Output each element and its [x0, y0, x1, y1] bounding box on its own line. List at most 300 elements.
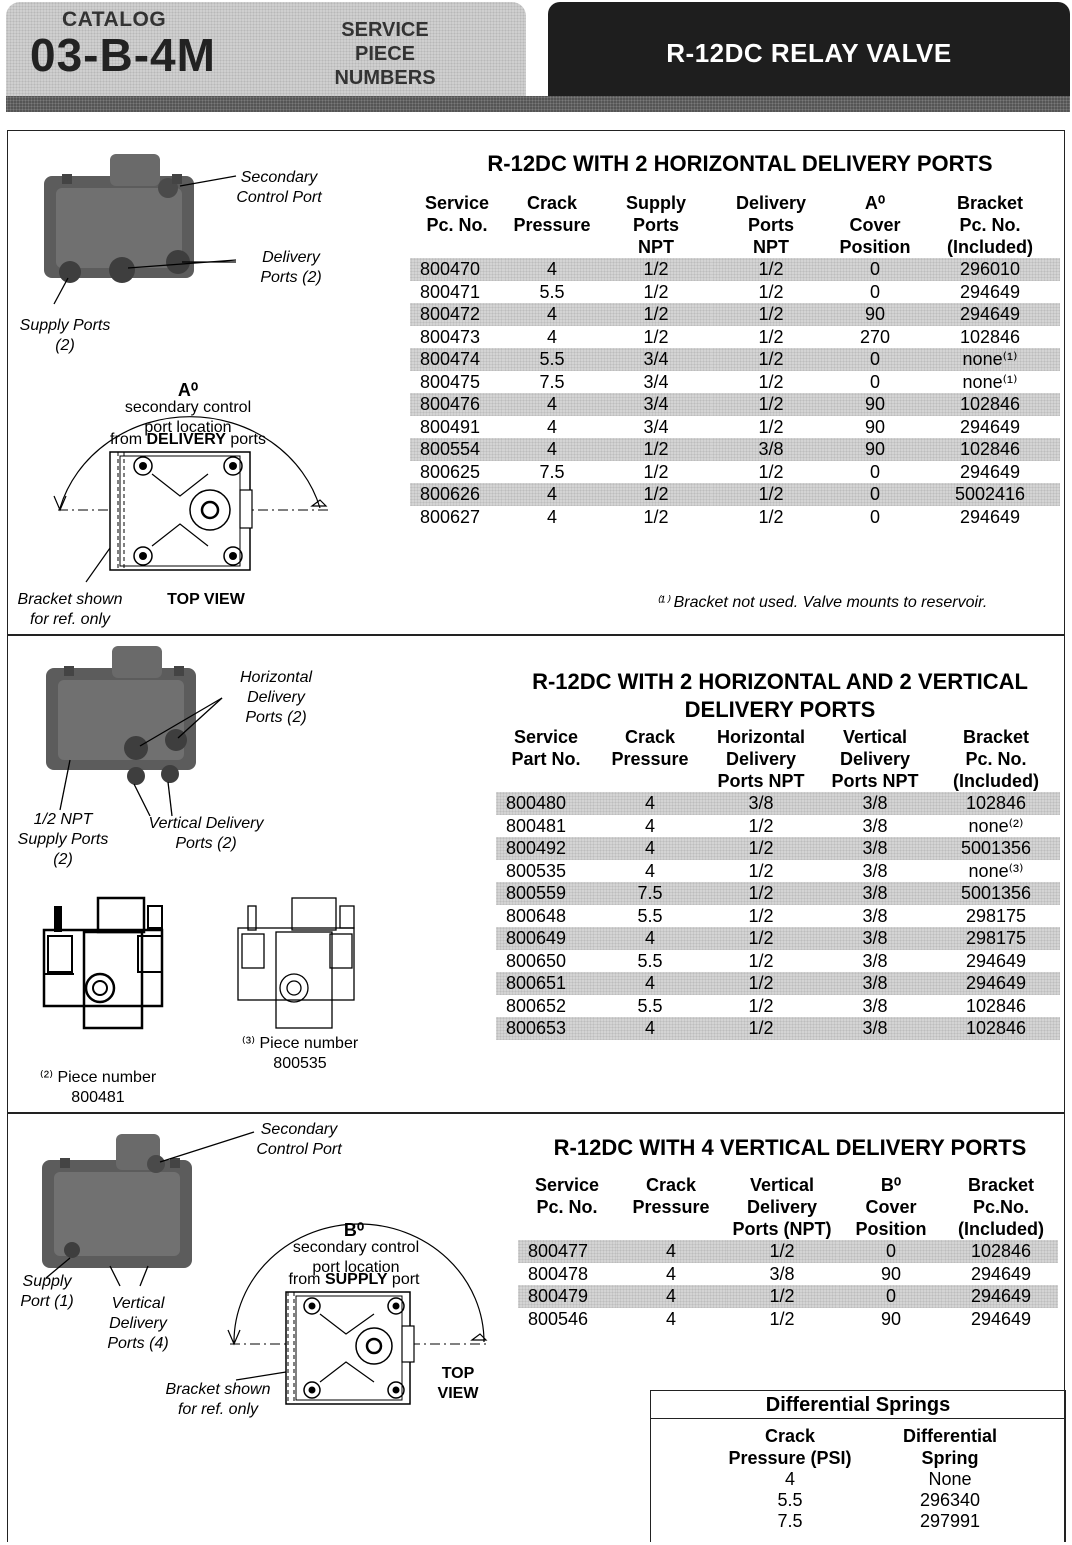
- table-cell: 4: [616, 1240, 726, 1263]
- diff-header-spring: [879, 1425, 1021, 1469]
- column-header-line: Crack: [624, 727, 676, 747]
- table-row: [496, 950, 1060, 973]
- table-cell: 294649: [920, 303, 1060, 326]
- table-row: [518, 1285, 1058, 1308]
- table-cell: 1/2: [712, 393, 830, 416]
- service-number-cell: 800471: [420, 281, 481, 302]
- column-header-line: Part No.: [511, 749, 581, 769]
- table-cell: 0: [830, 348, 920, 371]
- table-cell: 298175: [965, 905, 1027, 926]
- column-header-line: Cover: [865, 1197, 917, 1217]
- table-row: [496, 1017, 1060, 1040]
- column-header-line: Ports NPT: [831, 771, 919, 791]
- table-cell: 1/2: [712, 348, 830, 371]
- column-header-line: Supply: [625, 193, 686, 213]
- column-header-line: NPT: [753, 237, 789, 257]
- table-header-row: [496, 726, 1060, 792]
- table-cell: 5.5: [539, 281, 565, 302]
- table-cell: 3/8: [704, 792, 818, 815]
- table-row: [410, 393, 1060, 416]
- table-cell: 3/4: [643, 371, 669, 392]
- table-cell: 1/2: [643, 506, 669, 527]
- angle-a-from: from: [110, 431, 147, 448]
- column-header: [496, 726, 596, 792]
- label-vertical-delivery-4: Vertical Delivery Ports (4): [107, 1295, 169, 1352]
- angle-b-port: port: [387, 1271, 420, 1288]
- table-cell: 5.5: [637, 995, 663, 1016]
- column-header-line: Bracket: [956, 193, 1024, 213]
- column-header: [616, 1174, 726, 1240]
- table-cell: 1/2: [748, 950, 774, 971]
- service-number-cell: 800476: [410, 393, 504, 416]
- service-number-cell: 800652: [506, 995, 567, 1016]
- table-cell: none⁽²⁾: [968, 815, 1024, 836]
- column-header-line: Crack: [645, 1175, 697, 1195]
- table-cell: 3/4: [600, 393, 712, 416]
- table-cell: 4: [596, 972, 704, 995]
- view-text: VIEW: [437, 1385, 479, 1402]
- table-cell: 1/2: [748, 815, 774, 836]
- service-number-cell: 800626: [410, 483, 504, 506]
- table-cell: 1/2: [704, 972, 818, 995]
- diff-header-spring-l2: Spring: [921, 1448, 979, 1468]
- table-cell: 1/2: [758, 371, 784, 392]
- column-header: [504, 192, 600, 258]
- table-cell: 1/2: [712, 483, 830, 506]
- diff-cell: None: [928, 1469, 972, 1489]
- table-cell: 3/8: [862, 860, 888, 881]
- label-horizontal-delivery: Horizontal Delivery Ports (2): [239, 669, 313, 726]
- table-row: [518, 1240, 1058, 1263]
- column-header-line: Position: [855, 1219, 927, 1239]
- angle-b-desc-line1: secondary control: [292, 1239, 420, 1256]
- table-cell: 0: [830, 483, 920, 506]
- angle-b-supply: SUPPLY: [324, 1271, 388, 1288]
- angle-a-label: A⁰: [177, 380, 199, 400]
- table-cell: 0: [838, 1240, 944, 1263]
- table-cell: 294649: [970, 1308, 1032, 1329]
- table-cell: 294649: [944, 1285, 1058, 1308]
- table-cell: 1/2: [643, 326, 669, 347]
- table-cell: 102846: [959, 326, 1021, 347]
- service-number-cell: 800475: [420, 371, 481, 392]
- table-row: [410, 348, 1060, 371]
- section2-title-line2: DELIVERY PORTS: [684, 697, 876, 722]
- table-cell: 294649: [932, 972, 1060, 995]
- angle-a-desc-line2: port location: [144, 419, 232, 436]
- table-row: [410, 483, 1060, 506]
- service-piece-label: [310, 18, 460, 90]
- column-header-line: Delivery: [735, 193, 807, 213]
- section1-table: [410, 192, 1060, 528]
- table-header-row: [410, 192, 1060, 258]
- table-row: [496, 995, 1060, 1018]
- bracket-shown-text-3: Bracket shown: [165, 1381, 271, 1398]
- diff-cell: 297991: [919, 1511, 981, 1531]
- table-cell: 90: [864, 416, 886, 437]
- table-cell: 5.5: [637, 905, 663, 926]
- table-cell: 0: [869, 461, 880, 482]
- angle-a-delivery: DELIVERY: [146, 431, 226, 448]
- table-cell: 1/2: [704, 837, 818, 860]
- table-cell: 3/8: [818, 837, 932, 860]
- table-cell: 1/2: [704, 882, 818, 905]
- table-cell: 3/8: [818, 927, 932, 950]
- column-header-line: Service: [424, 193, 490, 213]
- column-header: [818, 726, 932, 792]
- angle-b-label: B⁰: [343, 1220, 365, 1240]
- section3-table: [518, 1174, 1058, 1330]
- label-npt-supply: 1/2 NPT Supply Ports (2): [17, 811, 109, 868]
- table-row: [496, 792, 1060, 815]
- service-number-cell: 800474: [410, 348, 504, 371]
- table-cell: 1/2: [758, 506, 784, 527]
- column-header-line: Service: [534, 1175, 600, 1195]
- table-cell: 294649: [965, 950, 1027, 971]
- diff-row: [701, 1469, 1021, 1490]
- table-row: [496, 860, 1060, 883]
- label-supply-ports: Supply Ports (2): [19, 317, 111, 354]
- valve-image-horizontal: [40, 148, 240, 318]
- differential-springs-title: Differential Springs: [651, 1391, 1065, 1419]
- angle-b-desc-line2: port location: [312, 1259, 400, 1276]
- table-cell: 294649: [959, 416, 1021, 437]
- table-row: [410, 258, 1060, 281]
- table-row: [496, 905, 1060, 928]
- service-line-2: NUMBERS: [334, 67, 436, 89]
- bracket-shown-text: Bracket shown: [17, 591, 123, 608]
- table-cell: 3/8: [862, 995, 888, 1016]
- table-row: [410, 326, 1060, 349]
- label-supply-port: Supply Port (1): [20, 1273, 74, 1310]
- service-number-cell: 800479: [518, 1285, 616, 1308]
- service-number-cell: 800472: [410, 303, 504, 326]
- column-header: [932, 726, 1060, 792]
- column-header-line: A⁰: [864, 193, 886, 213]
- label-delivery-ports: Delivery Ports (2): [260, 249, 322, 286]
- table-cell: 4: [546, 326, 557, 347]
- table-row: [496, 837, 1060, 860]
- column-header-line: Position: [839, 237, 911, 257]
- table-row: [496, 815, 1060, 838]
- column-header-line: Pc. No.: [959, 215, 1021, 235]
- table-cell: 0: [869, 506, 880, 527]
- top-text: TOP: [441, 1365, 475, 1382]
- column-header-line: Bracket: [967, 1175, 1035, 1195]
- diff-cell: 4: [785, 1469, 796, 1489]
- column-header: [726, 1174, 838, 1240]
- column-header: [944, 1174, 1058, 1240]
- column-header-line: Delivery: [746, 1197, 818, 1217]
- table-cell: 102846: [932, 792, 1060, 815]
- section3-title: R-12DC WITH 4 VERTICAL DELIVERY PORTS: [553, 1135, 1027, 1160]
- table-cell: 4: [596, 837, 704, 860]
- service-number-cell: 800546: [528, 1308, 589, 1329]
- column-header-line: Ports (NPT): [732, 1219, 832, 1239]
- table-row: [496, 927, 1060, 950]
- table-cell: 298175: [932, 927, 1060, 950]
- table-cell: 7.5: [596, 882, 704, 905]
- service-number-cell: 800625: [420, 461, 481, 482]
- table-cell: 4: [504, 483, 600, 506]
- column-header-line: Bracket: [962, 727, 1030, 747]
- column-header-line: Pressure: [513, 215, 591, 235]
- angle-a-desc-line1: secondary control: [124, 399, 252, 416]
- section1-footnote: ⁽¹⁾ Bracket not used. Valve mounts to reservoir.: [656, 594, 988, 611]
- column-header-line: (Included): [958, 1219, 1044, 1239]
- header-bar: [6, 96, 1070, 112]
- table-cell: 4: [596, 792, 704, 815]
- differential-springs-table: [701, 1425, 1021, 1532]
- table-cell: 102846: [944, 1240, 1058, 1263]
- service-number-cell: 800649: [496, 927, 596, 950]
- section1-title: R-12DC WITH 2 HORIZONTAL DELIVERY PORTS: [487, 151, 993, 176]
- table-cell: 4: [546, 416, 557, 437]
- diff-row: [701, 1490, 1021, 1511]
- column-header-line: Horizontal: [717, 727, 805, 747]
- table-cell: 1/2: [600, 303, 712, 326]
- table-cell: 1/2: [704, 1017, 818, 1040]
- table-cell: 5.5: [637, 950, 663, 971]
- diff-header-crack: [701, 1425, 879, 1469]
- column-header: [838, 1174, 944, 1240]
- piece3-number: 800535: [273, 1055, 327, 1072]
- table-cell: 102846: [920, 393, 1060, 416]
- label-vertical-delivery: Vertical Delivery Ports (2): [148, 815, 264, 852]
- column-header-line: Pressure: [632, 1197, 710, 1217]
- column-header-line: Ports: [632, 215, 679, 235]
- column-header-line: Crack: [526, 193, 578, 213]
- table-cell: 1/2: [643, 461, 669, 482]
- table-cell: 4: [504, 258, 600, 281]
- for-ref-only-text-3: for ref. only: [177, 1401, 259, 1418]
- table-cell: 1/2: [712, 303, 830, 326]
- table-cell: 5001356: [932, 882, 1060, 905]
- table-cell: 1/2: [748, 905, 774, 926]
- section2-title-line1: R-12DC WITH 2 HORIZONTAL AND 2 VERTICAL: [532, 669, 1028, 694]
- column-header: [600, 192, 712, 258]
- column-header: [410, 192, 504, 258]
- table-row: [518, 1263, 1058, 1286]
- table-cell: 1/2: [643, 281, 669, 302]
- catalog-label: CATALOG: [62, 8, 167, 31]
- service-line-1: SERVICE PIECE: [341, 19, 429, 65]
- section2-title: [500, 668, 1060, 724]
- table-cell: 1/2: [758, 281, 784, 302]
- column-header: [596, 726, 704, 792]
- column-header-line: (Included): [947, 237, 1033, 257]
- table-cell: 294649: [970, 1263, 1032, 1284]
- service-number-cell: 800492: [496, 837, 596, 860]
- table-cell: 1/2: [748, 860, 774, 881]
- service-number-cell: 800477: [518, 1240, 616, 1263]
- diff-header-crack-l2: Pressure (PSI): [728, 1448, 852, 1468]
- service-number-cell: 800650: [506, 950, 567, 971]
- table-cell: 3/8: [818, 792, 932, 815]
- table-cell: 3/8: [862, 905, 888, 926]
- column-header-line: Service: [513, 727, 579, 747]
- table-row: [410, 281, 1060, 304]
- for-ref-only-text: for ref. only: [29, 611, 111, 628]
- table-cell: 0: [830, 258, 920, 281]
- table-cell: 90: [880, 1263, 902, 1284]
- diff-cell: 7.5: [777, 1511, 803, 1531]
- service-number-cell: 800535: [506, 860, 567, 881]
- table-row: [410, 506, 1060, 529]
- service-number-cell: 800480: [496, 792, 596, 815]
- table-cell: 5002416: [920, 483, 1060, 506]
- table-cell: 294649: [959, 281, 1021, 302]
- table-cell: 0: [869, 281, 880, 302]
- bracket-diagram-800535: [234, 892, 364, 1042]
- service-number-cell: 800627: [420, 506, 481, 527]
- table-row: [518, 1308, 1058, 1331]
- column-header-line: Pc. No.: [536, 1197, 598, 1217]
- service-number-cell: 800478: [528, 1263, 589, 1284]
- top-view-label-1: TOP VIEW: [167, 591, 245, 608]
- table-cell: 4: [596, 927, 704, 950]
- table-cell: none⁽¹⁾: [920, 348, 1060, 371]
- table-cell: 1/2: [726, 1240, 838, 1263]
- column-header-line: B⁰: [880, 1175, 902, 1195]
- column-header-line: Pc.No.: [972, 1197, 1029, 1217]
- diff-cell: 5.5: [777, 1490, 803, 1510]
- page-title: R-12DC RELAY VALVE: [666, 38, 952, 68]
- table-cell: 3/8: [818, 882, 932, 905]
- table-row: [410, 303, 1060, 326]
- table-cell: 3/8: [712, 438, 830, 461]
- catalog-code: 03-B-4M: [30, 29, 216, 81]
- table-cell: 1/2: [600, 258, 712, 281]
- table-cell: 90: [830, 438, 920, 461]
- table-cell: 4: [504, 393, 600, 416]
- table-cell: none⁽³⁾: [968, 860, 1024, 881]
- table-header-row: [518, 1174, 1058, 1240]
- column-header-line: Delivery: [725, 749, 797, 769]
- table-cell: 1/2: [769, 1308, 795, 1329]
- table-cell: 1/2: [758, 326, 784, 347]
- table-cell: 3/8: [862, 815, 888, 836]
- column-header-line: Ports: [747, 215, 794, 235]
- table-cell: 3/8: [818, 972, 932, 995]
- table-cell: 3/8: [818, 1017, 932, 1040]
- table-cell: 4: [644, 860, 655, 881]
- table-cell: 3/8: [862, 950, 888, 971]
- table-cell: 90: [830, 393, 920, 416]
- table-cell: 90: [830, 303, 920, 326]
- table-cell: 5001356: [932, 837, 1060, 860]
- piece-note-800481: [30, 1068, 166, 1108]
- label-secondary-control-port: Secondary Control Port: [236, 169, 322, 206]
- piece3-note-text: ⁽³⁾ Piece number: [241, 1035, 359, 1052]
- diff-cell: 296340: [919, 1490, 981, 1510]
- table-row: [410, 416, 1060, 439]
- table-cell: 102846: [920, 438, 1060, 461]
- table-cell: 4: [504, 438, 600, 461]
- table-cell: 4: [665, 1263, 676, 1284]
- table-cell: 90: [880, 1308, 902, 1329]
- column-header-line: Vertical: [749, 1175, 815, 1195]
- table-cell: 1/2: [712, 258, 830, 281]
- table-cell: 102846: [965, 995, 1027, 1016]
- column-header-line: Ports NPT: [717, 771, 805, 791]
- table-cell: 4: [546, 506, 557, 527]
- table-cell: 1/2: [758, 461, 784, 482]
- service-number-cell: 800491: [420, 416, 481, 437]
- label-secondary-control-port-3: Secondary Control Port: [256, 1121, 342, 1158]
- piece2-number: 800481: [71, 1089, 125, 1106]
- angle-b-from: from: [288, 1271, 325, 1288]
- service-number-cell: 800554: [410, 438, 504, 461]
- section-divider-1: [7, 634, 1065, 636]
- table-cell: 3/8: [769, 1263, 795, 1284]
- table-row: [496, 882, 1060, 905]
- differential-springs-box: [650, 1390, 1066, 1542]
- service-number-cell: 800651: [496, 972, 596, 995]
- column-header-line: Vertical: [842, 727, 908, 747]
- column-header: [704, 726, 818, 792]
- table-cell: 5.5: [504, 348, 600, 371]
- service-number-cell: 800470: [410, 258, 504, 281]
- valve-image-horiz-vert: [40, 640, 280, 820]
- piece-note-800535: [232, 1034, 368, 1074]
- title-header-block: [548, 2, 1070, 98]
- table-cell: 1/2: [726, 1285, 838, 1308]
- table-cell: 1/2: [600, 438, 712, 461]
- table-cell: 3/4: [643, 416, 669, 437]
- column-header-line: Pc. No.: [965, 749, 1027, 769]
- table-cell: 7.5: [539, 371, 565, 392]
- table-cell: 1/2: [704, 927, 818, 950]
- column-header-line: NPT: [638, 237, 674, 257]
- table-row: [496, 972, 1060, 995]
- table-cell: 294649: [959, 461, 1021, 482]
- bracket-shown-label-3: [158, 1380, 278, 1420]
- table-cell: 270: [859, 326, 891, 347]
- service-number-cell: 800473: [420, 326, 481, 347]
- piece2-note-text: ⁽²⁾ Piece number: [39, 1069, 157, 1086]
- table-cell: 4: [616, 1285, 726, 1308]
- column-header-line: Delivery: [839, 749, 911, 769]
- column-header: [518, 1174, 616, 1240]
- service-number-cell: 800481: [506, 815, 567, 836]
- angle-a-ports: ports: [225, 431, 266, 448]
- column-header-line: (Included): [953, 771, 1039, 791]
- column-header-line: Cover: [849, 215, 901, 235]
- table-row: [410, 438, 1060, 461]
- column-header-line: Pc. No.: [426, 215, 488, 235]
- table-row: [410, 461, 1060, 484]
- column-header: [830, 192, 920, 258]
- diff-header-spring-l1: Differential: [903, 1426, 998, 1446]
- table-cell: 1/2: [748, 995, 774, 1016]
- table-cell: 7.5: [539, 461, 565, 482]
- diff-row: [701, 1511, 1021, 1532]
- table-cell: 4: [596, 1017, 704, 1040]
- service-number-cell: 800559: [496, 882, 596, 905]
- diff-header-crack-l1: Crack: [765, 1426, 816, 1446]
- service-number-cell: 800653: [496, 1017, 596, 1040]
- column-header-line: Pressure: [611, 749, 689, 769]
- section2-table: [496, 726, 1060, 1040]
- table-cell: 0: [869, 371, 880, 392]
- table-row: [410, 371, 1060, 394]
- angle-b-desc-line3: [272, 1270, 436, 1290]
- table-cell: 102846: [932, 1017, 1060, 1040]
- bracket-shown-label-1: [10, 590, 130, 630]
- table-cell: 1/2: [600, 483, 712, 506]
- table-cell: 4: [504, 303, 600, 326]
